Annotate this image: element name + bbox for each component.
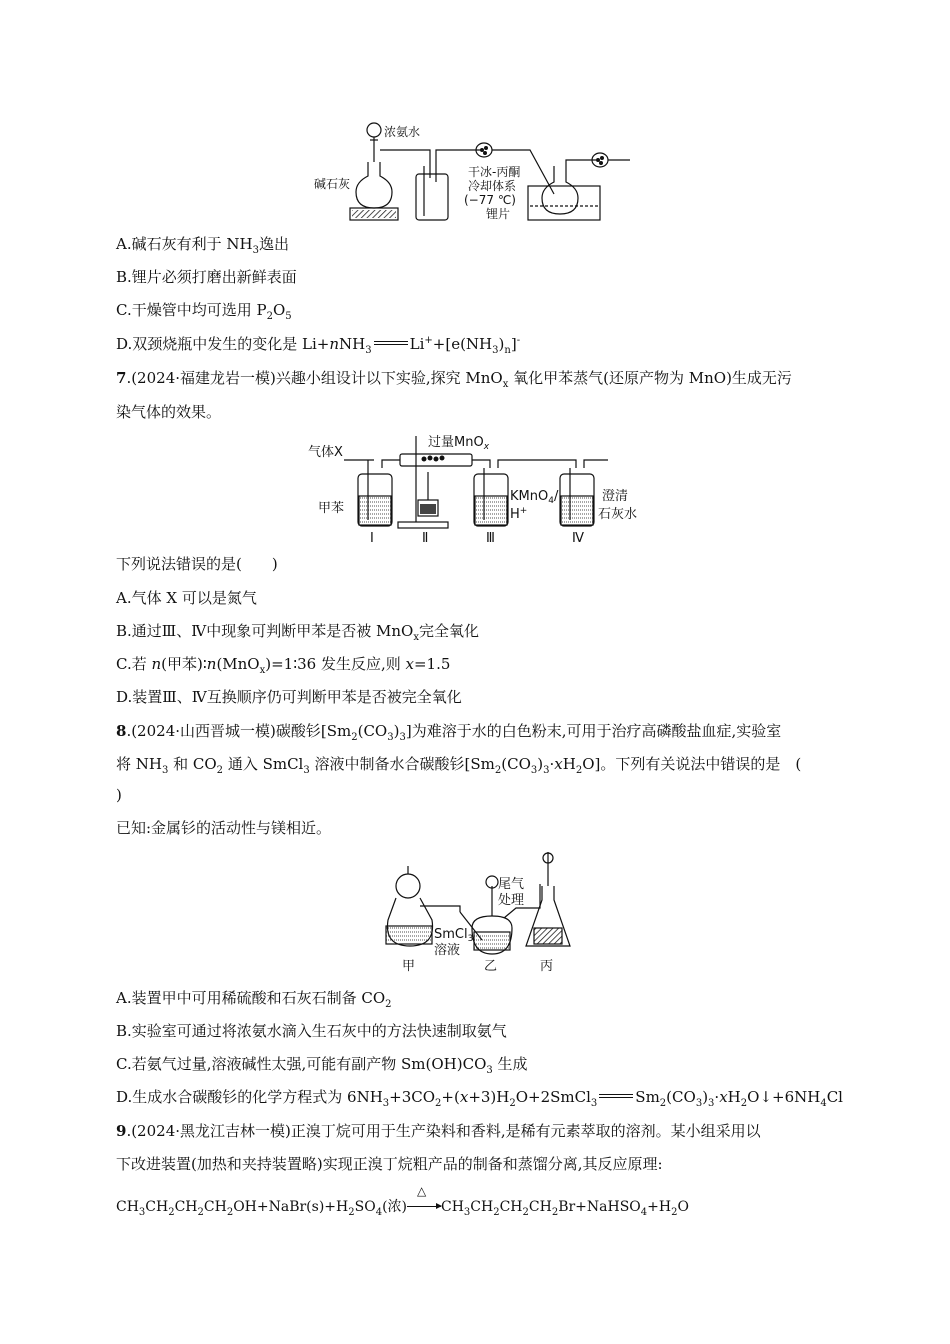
label-tail-gas-2: 处理 [498,893,525,908]
label-jia: 甲 [402,959,416,974]
q8-stem-line1: 8.(2024·山西晋城一模)碳酸钐$[Sm_2(CO_3)_3]$为难溶于水的白色粉末,可用于治疗高磷酸盐血症,实验室 [116,722,782,743]
label-cooling-2: 冷却体系 [468,179,517,193]
label-roman-2: Ⅱ [422,531,429,546]
label-roman-1: Ⅰ [370,531,374,546]
label-excess-mnox: 过量MnO$_x$ [428,435,490,452]
apparatus-diagram-3 [380,846,580,976]
label-soda-lime: 碱石灰 [314,177,351,191]
q7-option-b: B.通过Ⅲ、Ⅳ中现象可判断甲苯是否被 MnO$_x$完全氧化 [116,622,479,643]
label-yi: 乙 [484,959,498,974]
label-kmno4: KMnO$_4$/ [510,489,559,506]
apparatus-diagram-2 [308,432,648,548]
heat-arrow: △ [407,1197,441,1217]
label-limewater-1: 澄清 [602,489,629,504]
q9-equation: $CH_3CH_2CH_2CH_2OH+NaBr(s)+H_2SO_4$(浓) △ $CH_3CH_2CH_2CH_2Br+NaHSO_4+H_2O$ [116,1184,689,1218]
label-ammonia: 浓氨水 [384,125,421,139]
q7-stem-line2: 染气体的效果。 [116,403,222,421]
q6-option-d: D.双颈烧瓶中发生的变化是 Li+nNH$_3$ $Li^++[e(NH_3)_n]^-$ [116,335,521,356]
label-roman-3: Ⅲ [486,531,495,546]
label-cooling-1: 干冰-丙酮 [468,165,521,179]
q6-option-a: A.碱石灰有利于 $NH_3$逸出 [116,235,289,256]
label-roman-4: Ⅳ [572,531,584,546]
label-toluene: 甲苯 [318,501,345,516]
q8-known: 已知:金属钐的活动性与镁相近。 [116,819,332,837]
figure-toluene-oxidation-apparatus [308,432,648,548]
figure-ammonia-lithium-apparatus [310,116,640,228]
q8-option-b: B.实验室可通过将浓氨水滴入生石灰中的方法快速制取氨气 [116,1022,507,1040]
label-cooling-3: (−77 ℃) [464,193,516,207]
q6-option-c: C.干燥管中均可选用 $P_2O_5$ [116,301,292,322]
label-lithium: 锂片 [486,207,511,221]
label-h-plus: H+ [510,506,528,522]
label-gas-x: 气体X [308,445,343,460]
label-smcl3: SmCl$_3$ [434,927,474,944]
q7-option-a: A.气体 X 可以是氮气 [116,589,257,607]
figure-samarium-carbonate-apparatus [380,846,580,976]
q7-stem-line1: 7.(2024·福建龙岩一模)兴趣小组设计以下实验,探究 MnO$_x$ 氧化甲苯蒸气(还原产物为 MnO)生成无污 [116,369,792,390]
q6-option-b: B.锂片必须打磨出新鲜表面 [116,268,297,286]
apparatus-diagram-1 [310,116,640,228]
label-solution: 溶液 [434,943,461,958]
q8-option-a: A.装置甲中可用稀硫酸和石灰石制备 $CO_2$ [116,989,392,1010]
q8-stem-line2: 将 $NH_3$ 和 $CO_2$ 通入 SmCl$_3$ 溶液中制备水合碳酸钐$[Sm_2(CO_3)_3\cdot xH_2O]$。下列有关说法中错误的是 ( [116,755,802,776]
q9-stem-line1: 9.(2024·黑龙江吉林一模)正溴丁烷可用于生产染料和香料,是稀有元素萃取的溶剂。某小组采用以 [116,1122,761,1140]
label-tail-gas-1: 尾气 [498,877,525,892]
q7-question: 下列说法错误的是( ) [116,555,278,573]
q8-option-c: C.若氨气过量,溶液碱性太强,可能有副产物 $Sm(OH)CO_3$ 生成 [116,1055,528,1076]
q8-option-d: D.生成水合碳酸钐的化学方程式为 $6NH_3+3CO_2+(x+3)H_2O+2SmCl_3$ $Sm_2(CO_3)_3\cdot xH_2O↓+6NH_4Cl$ [116,1088,843,1109]
q7-option-d: D.装置Ⅲ、Ⅳ互换顺序仍可判断甲苯是否被完全氧化 [116,688,462,706]
q9-stem-line2: 下改进装置(加热和夹持装置略)实现正溴丁烷粗产品的制备和蒸馏分离,其反应原理: [116,1155,663,1173]
label-limewater-2: 石灰水 [598,507,638,522]
q8-stem-line3: ) [116,786,122,804]
q7-option-c: C.若 n(甲苯)∶n(MnO$_x$)=1∶36 发生反应,则 x=1.5 [116,655,451,676]
label-bing: 丙 [540,959,554,974]
